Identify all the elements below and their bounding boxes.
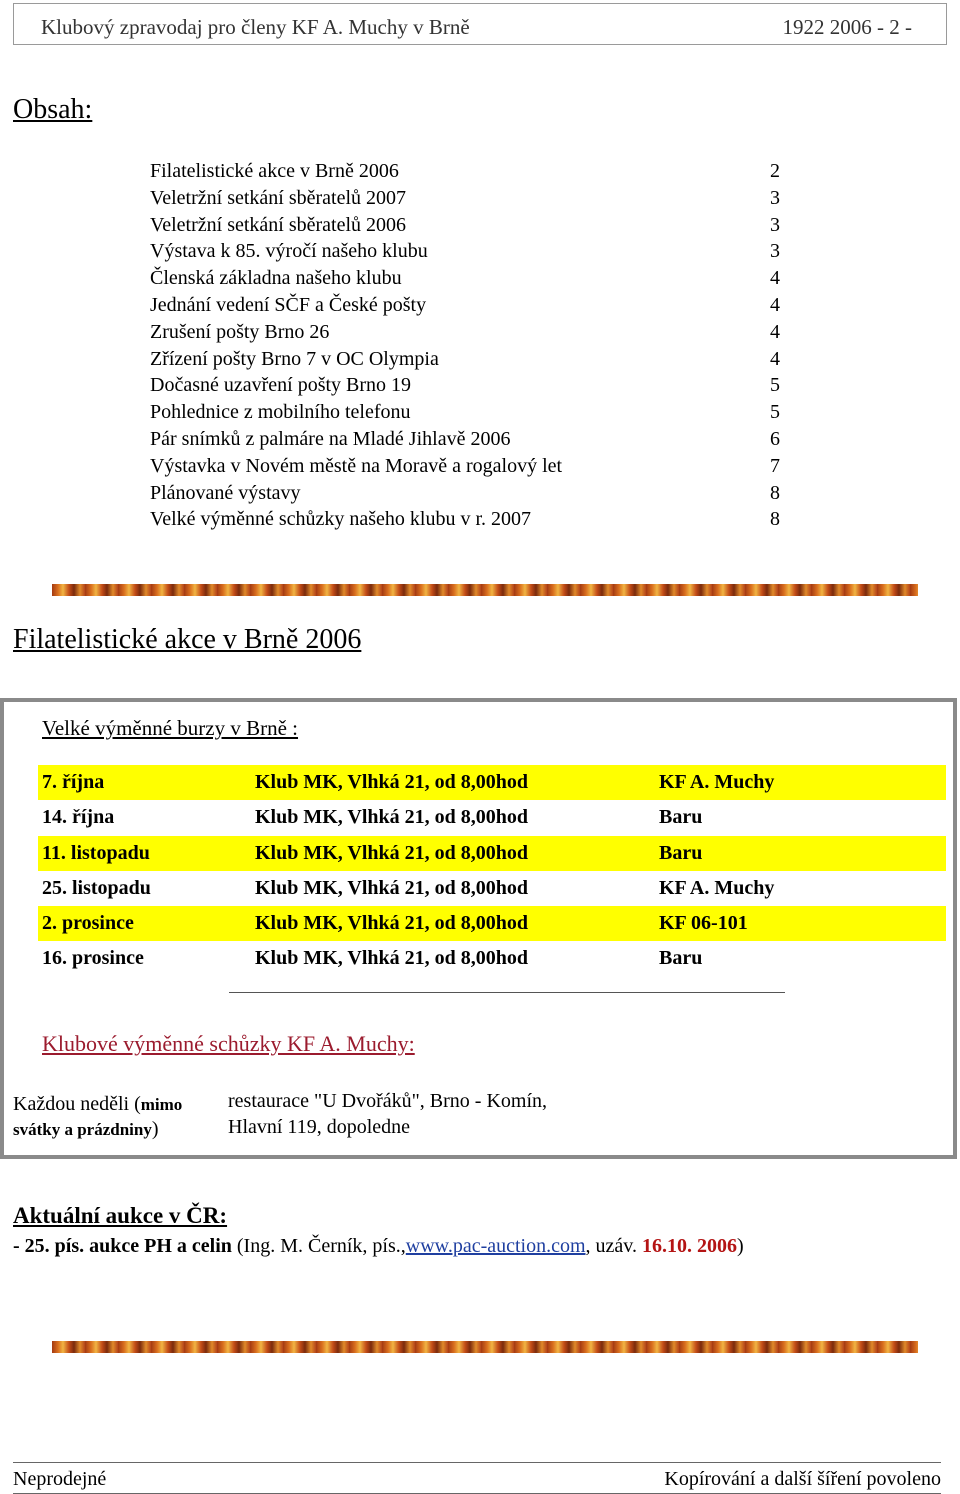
- toc-item-page: 5: [770, 374, 780, 397]
- toc-item-label: Členská základna našeho klubu: [150, 267, 402, 290]
- toc-item: [150, 399, 790, 426]
- toc-item-label: Pár snímků z palmáre na Mladé Jihlavě 2006: [150, 427, 511, 450]
- auction-name: - 25. pís. aukce PH a celin: [13, 1235, 232, 1257]
- toc-item-label: Výstavka v Novém městě na Moravě a rogalový let: [150, 454, 563, 477]
- toc-item: [150, 185, 790, 212]
- table-row: [38, 941, 946, 976]
- klub-when-text: Každou neděli (: [13, 1093, 141, 1115]
- auction-link[interactable]: www.pac-auction.com: [405, 1235, 586, 1257]
- klub-meetings-where: [228, 1088, 547, 1140]
- toc-item: [150, 212, 790, 239]
- toc-title: Obsah:: [13, 94, 93, 125]
- toc-item-label: Filatelistické akce v Brně 2006: [150, 160, 399, 182]
- toc-item-label: Plánované výstavy: [150, 481, 301, 504]
- toc-item-label: Veletržní setkání sběratelů 2007: [150, 186, 407, 209]
- toc-item-page: 5: [770, 401, 780, 424]
- burza-place: Klub MK, Vlhká 21, od 8,00hod: [255, 947, 529, 970]
- toc-item-label: Pohlednice z mobilního telefonu: [150, 401, 411, 424]
- toc-item-page: 3: [770, 213, 780, 236]
- toc-item-page: 3: [770, 240, 780, 263]
- toc-item-page: 4: [770, 267, 780, 290]
- toc-item-page: 8: [770, 508, 780, 531]
- toc-item-page: 4: [770, 320, 780, 343]
- toc-item-label: Velké výměnné schůzky našeho klubu v r. 2007: [150, 508, 532, 531]
- table-row: [38, 906, 946, 941]
- toc-item-page: 6: [770, 427, 780, 450]
- toc-item-label: Jednání vedení SČF a České pošty: [150, 293, 427, 316]
- toc-item: [150, 426, 790, 453]
- toc-item: [150, 506, 790, 533]
- auction-detail: (Ing. M. Černík, pís.,: [236, 1235, 406, 1257]
- decorative-divider-bottom: [52, 1341, 918, 1353]
- toc-item: [150, 265, 790, 292]
- toc-item: [150, 292, 790, 319]
- burza-organizer: KF A. Muchy: [659, 771, 775, 793]
- toc-item: [150, 238, 790, 265]
- toc-item: [150, 453, 790, 480]
- divider-line: [229, 992, 785, 993]
- toc-item-label: Dočasné uzavření pošty Brno 19: [150, 374, 412, 397]
- toc-item-label: Výstava k 85. výročí našeho klubu: [150, 240, 428, 263]
- burza-organizer: Baru: [659, 947, 703, 970]
- toc-item: [150, 480, 790, 507]
- burza-place: Klub MK, Vlhká 21, od 8,00hod: [255, 841, 529, 864]
- toc-item-page: 4: [770, 293, 780, 316]
- klub-meetings-when: [13, 1092, 182, 1142]
- toc-item-page: 2: [770, 160, 780, 182]
- page-footer: [13, 1462, 941, 1494]
- toc-item: [150, 319, 790, 346]
- burza-date: 11. listopadu: [42, 841, 150, 864]
- burza-organizer: Baru: [659, 806, 703, 829]
- burza-date: 16. prosince: [42, 947, 144, 970]
- burza-date: 25. listopadu: [42, 876, 151, 899]
- burzy-table: [38, 765, 946, 977]
- toc-item: [150, 158, 790, 185]
- toc-item: [150, 346, 790, 373]
- klub-when-bold: mimo: [140, 1095, 183, 1114]
- klub-when-close: ): [151, 1118, 159, 1140]
- burza-date: 7. října: [42, 771, 105, 793]
- decorative-divider: [52, 584, 918, 596]
- toc-item-page: 3: [770, 186, 780, 209]
- burza-organizer: KF A. Muchy: [659, 876, 775, 899]
- table-row: [38, 836, 946, 871]
- section-title: Filatelistické akce v Brně 2006: [13, 624, 362, 655]
- burza-place: Klub MK, Vlhká 21, od 8,00hod: [255, 876, 529, 899]
- auction-close: ): [737, 1235, 744, 1257]
- klub-when-bold-2: svátky a prázdniny: [13, 1120, 152, 1139]
- auction-deadline: 16.10. 2006: [642, 1235, 737, 1257]
- table-row: [38, 800, 946, 835]
- klub-where-line-1: restaurace "U Dvořáků", Brno - Komín,: [228, 1090, 548, 1112]
- burza-date: 2. prosince: [42, 912, 134, 935]
- burzy-title: Velké výměnné burzy v Brně :: [42, 716, 299, 740]
- toc-item-label: Veletržní setkání sběratelů 2006: [150, 213, 407, 236]
- page-header: [13, 3, 947, 45]
- newsletter-title: Klubový zpravodaj pro členy KF A. Muchy v Brně: [41, 15, 470, 39]
- auction-title: Aktuální aukce v ČR:: [13, 1203, 228, 1228]
- auction-line: [13, 1235, 744, 1258]
- table-row: [38, 871, 946, 906]
- burza-date: 14. října: [42, 806, 115, 829]
- toc-item: [150, 372, 790, 399]
- burza-organizer: KF 06-101: [659, 912, 748, 935]
- toc-item-page: 8: [770, 481, 780, 504]
- footer-left: Neprodejné: [13, 1468, 107, 1490]
- toc-item-label: Zrušení pošty Brno 26: [150, 320, 330, 343]
- issue-number: 1922 2006 - 2 -: [782, 15, 912, 39]
- auction-deadline-label: , uzáv.: [585, 1235, 642, 1257]
- burza-place: Klub MK, Vlhká 21, od 8,00hod: [255, 771, 529, 793]
- burza-place: Klub MK, Vlhká 21, od 8,00hod: [255, 806, 529, 829]
- toc-item-page: 4: [770, 347, 780, 370]
- burza-place: Klub MK, Vlhká 21, od 8,00hod: [255, 912, 529, 935]
- table-of-contents: [150, 158, 790, 533]
- klub-where-line-2: Hlavní 119, dopoledne: [228, 1116, 411, 1138]
- table-row: [38, 765, 946, 800]
- klub-meetings-title: Klubové výměnné schůzky KF A. Muchy:: [42, 1031, 415, 1056]
- burza-organizer: Baru: [659, 841, 703, 864]
- toc-item-page: 7: [770, 454, 780, 477]
- toc-item-label: Zřízení pošty Brno 7 v OC Olympia: [150, 347, 439, 370]
- footer-right: Kopírování a další šíření povoleno: [664, 1468, 941, 1490]
